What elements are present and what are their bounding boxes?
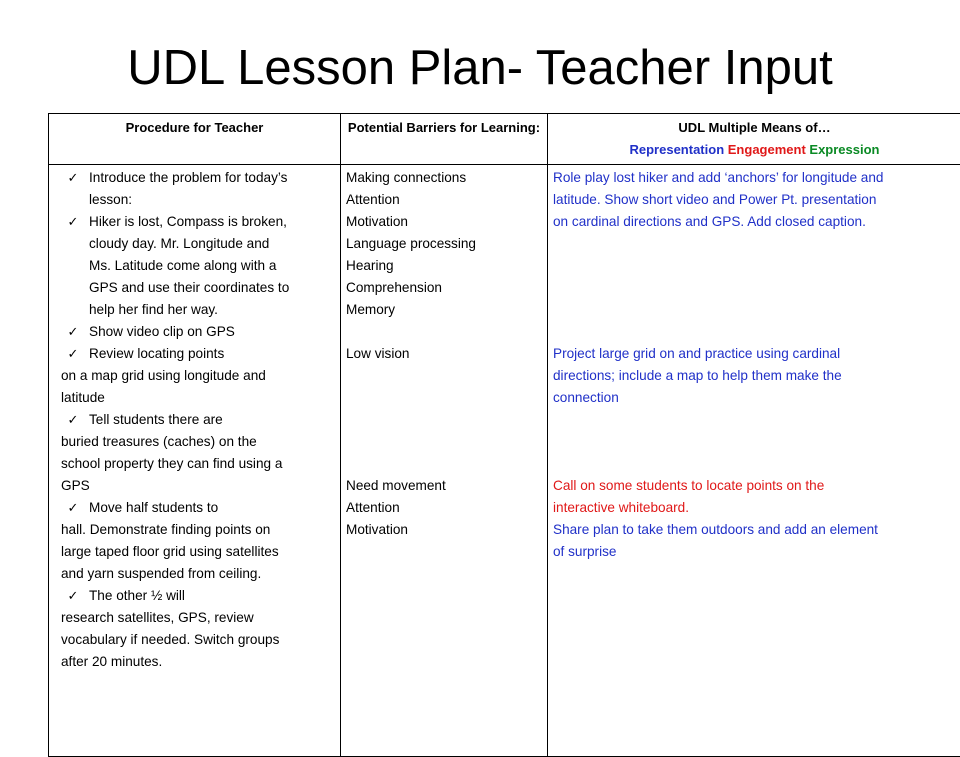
procedure-continuation-line: hall. Demonstrate finding points on [57,519,334,541]
procedure-line: The other ½ will [89,585,334,607]
udl-representation-line: on cardinal directions and GPS. Add closed caption. [553,211,957,233]
procedure-item [57,409,334,431]
lesson-plan-table [48,113,960,757]
procedure-line: lesson: [89,189,334,211]
procedure-continuation-line: vocabulary if needed. Switch groups [57,629,334,651]
procedure-continuation-line: large taped floor grid using satellites [57,541,334,563]
udl-representation-line: Project large grid on and practice using cardinal [553,343,957,365]
procedure-continuation-line: research satellites, GPS, review [57,607,334,629]
procedure-item [57,167,334,211]
spacer [553,409,957,431]
spacer [346,409,543,431]
procedure-continuation-line: latitude [57,387,334,409]
header-procedure: Procedure for Teacher [49,114,341,165]
header-engagement: Engagement [728,142,806,157]
procedure-line: help her find her way. [89,299,334,321]
udl-representation-line: of surprise [553,541,957,563]
procedure-item-text [89,585,334,607]
barrier-item: Motivation [346,211,543,233]
udl-representation-line: directions; include a map to help them make the [553,365,957,387]
barrier-item: Attention [346,189,543,211]
spacer [346,387,543,409]
spacer [553,233,957,255]
udl-representation-line: latitude. Show short video and Power Pt. presentation [553,189,957,211]
header-expression: Expression [809,142,879,157]
udl-engagement-line: Call on some students to locate points on the [553,475,957,497]
procedure-continuation-line: GPS [57,475,334,497]
barrier-item: Need movement [346,475,543,497]
procedure-item [57,497,334,519]
procedure-continuation-line: and yarn suspended from ceiling. [57,563,334,585]
checkmark-icon: ✓ [57,321,89,343]
procedure-item-text [89,497,334,519]
header-udl-title: UDL Multiple Means of… [552,117,957,139]
procedure-item [57,343,334,365]
procedure-item [57,321,334,343]
barrier-item: Low vision [346,343,543,365]
spacer [553,321,957,343]
spacer [553,431,957,453]
checkmark-icon: ✓ [57,167,89,211]
checkmark-icon: ✓ [57,211,89,321]
udl-representation-line: Share plan to take them outdoors and add an element [553,519,957,541]
barrier-item: Hearing [346,255,543,277]
checkmark-icon: ✓ [57,343,89,365]
barrier-item: Comprehension [346,277,543,299]
table-header-row [49,114,960,165]
procedure-continuation-line: on a map grid using longitude and [57,365,334,387]
barriers-list [341,165,547,541]
spacer [346,453,543,475]
procedure-line: GPS and use their coordinates to [89,277,334,299]
spacer [553,255,957,277]
header-representation: Representation [630,142,725,157]
procedure-line: Move half students to [89,497,334,519]
barrier-item: Language processing [346,233,543,255]
procedure-line: Ms. Latitude come along with a [89,255,334,277]
procedure-line: Review locating points [89,343,334,365]
checkmark-icon: ✓ [57,409,89,431]
procedure-line: Tell students there are [89,409,334,431]
header-barriers-text: Potential Barriers for Learning: [348,120,540,135]
procedure-list [49,165,340,673]
procedure-item-text [89,409,334,431]
procedure-continuation-line: after 20 minutes. [57,651,334,673]
spacer [553,453,957,475]
spacer [553,277,957,299]
procedure-item [57,211,334,321]
table-body-row [49,165,960,757]
procedure-continuation-line: school property they can find using a [57,453,334,475]
spacer [346,321,543,343]
spacer [346,365,543,387]
barrier-item: Making connections [346,167,543,189]
header-udl-means [552,139,957,161]
spacer [346,431,543,453]
header-barriers [341,114,548,165]
barrier-item: Attention [346,497,543,519]
udl-engagement-line: interactive whiteboard. [553,497,957,519]
barrier-item: Motivation [346,519,543,541]
barrier-item: Memory [346,299,543,321]
procedure-item-text [89,211,334,321]
procedure-line: Show video clip on GPS [89,321,334,343]
udl-representation-line: Role play lost hiker and add ‘anchors’ for longitude and [553,167,957,189]
spacer [553,299,957,321]
barriers-cell [341,165,548,757]
udl-cell [548,165,960,757]
procedure-item-text [89,343,334,365]
procedure-cell [49,165,341,757]
udl-list [548,165,960,563]
page-title: UDL Lesson Plan- Teacher Input [0,38,960,98]
procedure-line: Hiker is lost, Compass is broken, [89,211,334,233]
procedure-item-text [89,321,334,343]
checkmark-icon: ✓ [57,585,89,607]
procedure-item-text [89,167,334,211]
procedure-item [57,585,334,607]
header-udl [548,114,960,165]
udl-representation-line: connection [553,387,957,409]
procedure-line: cloudy day. Mr. Longitude and [89,233,334,255]
procedure-continuation-line: buried treasures (caches) on the [57,431,334,453]
checkmark-icon: ✓ [57,497,89,519]
procedure-line: Introduce the problem for today’s [89,167,334,189]
